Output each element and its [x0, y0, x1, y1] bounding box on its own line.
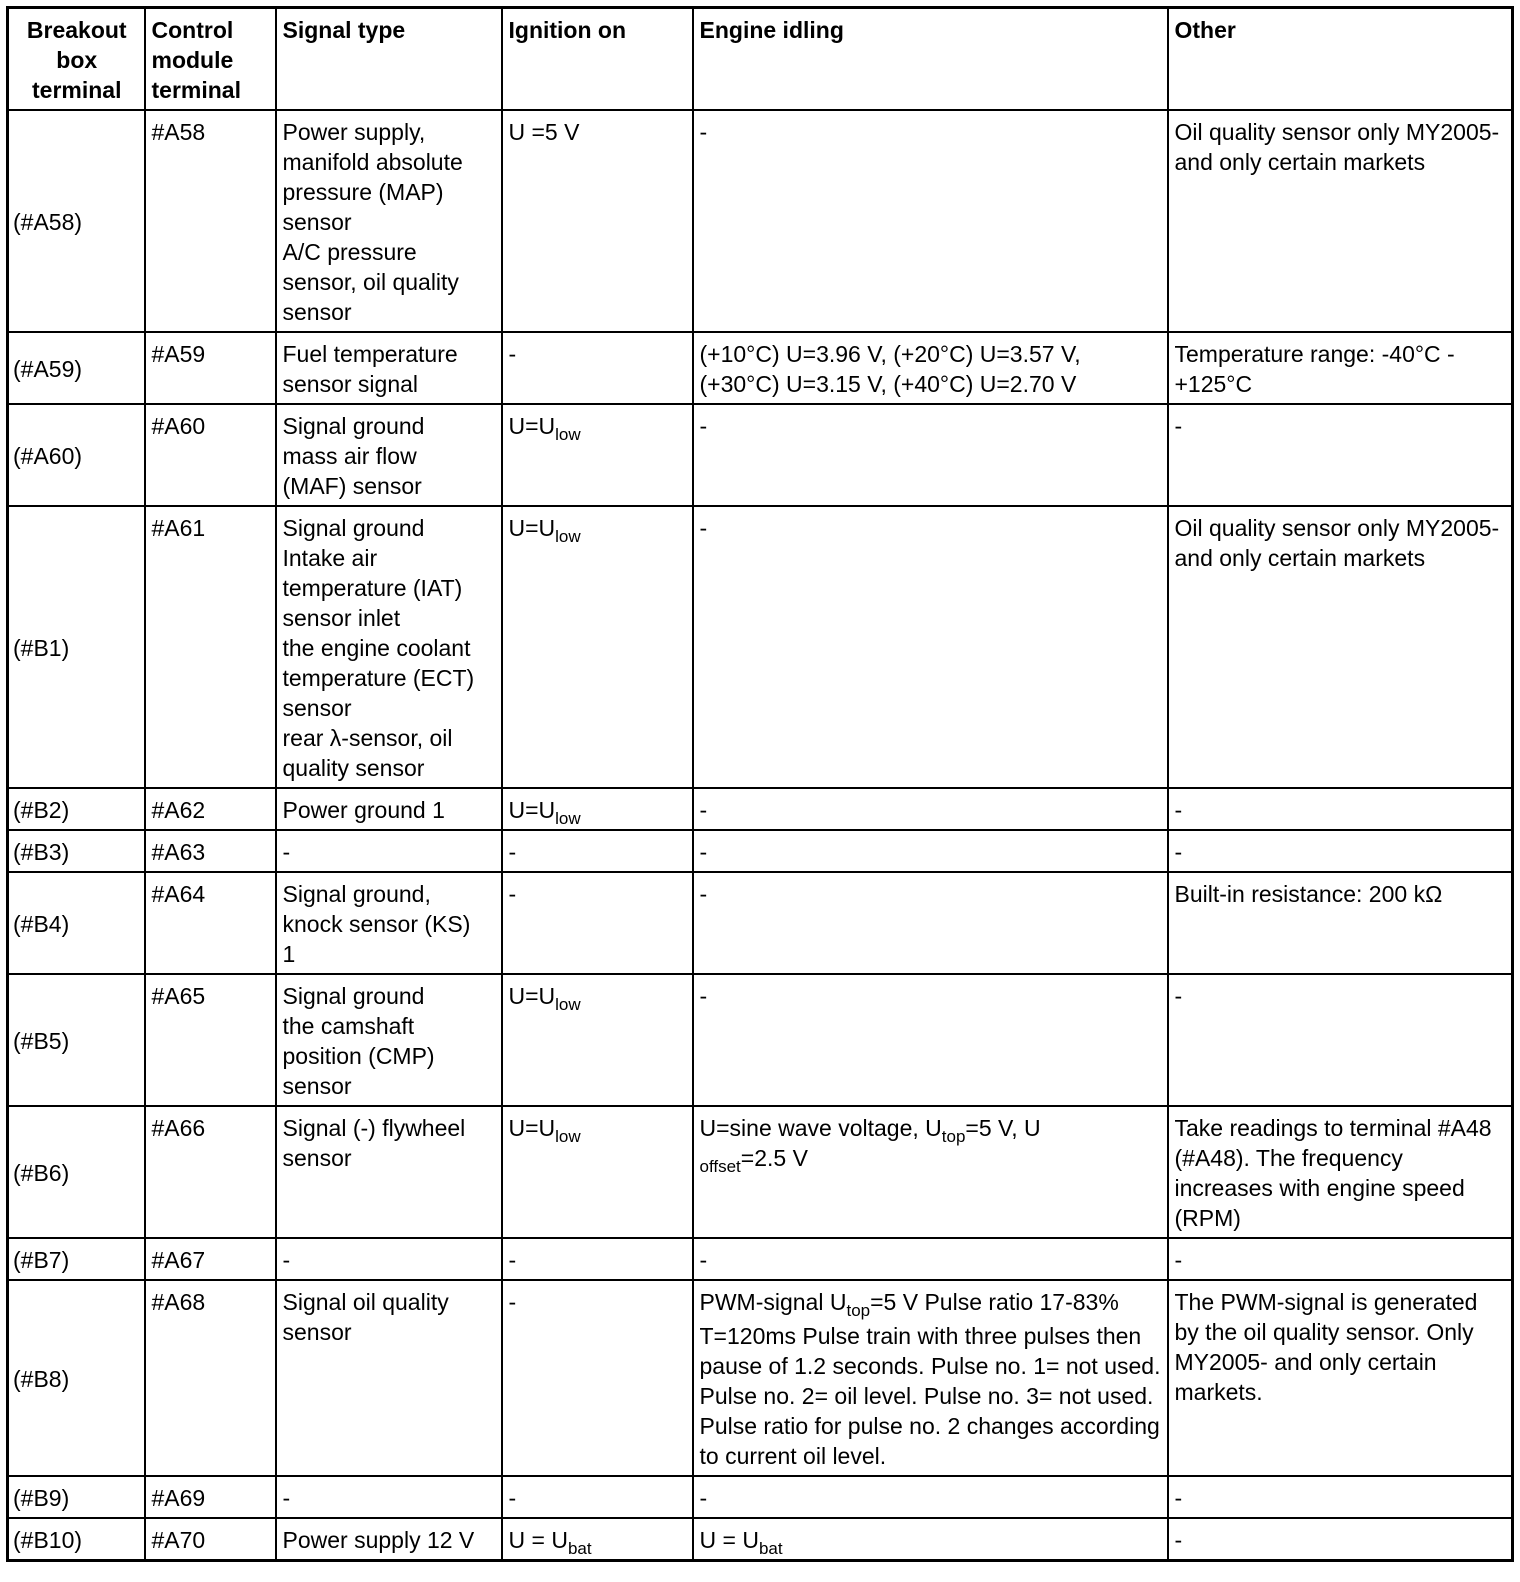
breakout-box-terminal: (#B7) — [8, 1238, 145, 1280]
engine-idling-subscript: top — [846, 1301, 871, 1320]
table-row — [8, 506, 1513, 788]
other: - — [1168, 788, 1513, 830]
engine-idling-text: =5 V Pulse ratio 17-83% — [870, 1289, 1119, 1315]
signal-type-line: Fuel temperature — [282, 341, 458, 367]
breakout-box-terminal: (#B8) — [8, 1280, 145, 1476]
breakout-box-terminal: (#A58) — [8, 110, 145, 332]
header-other: Other — [1168, 8, 1513, 111]
signal-type — [276, 830, 502, 872]
engine-idling: - — [693, 830, 1168, 872]
ignition-on-subscript: low — [555, 1127, 581, 1146]
engine-idling: - — [693, 506, 1168, 788]
other: - — [1168, 1238, 1513, 1280]
other: Oil quality sensor only MY2005- and only certain markets — [1168, 506, 1513, 788]
ignition-on-subscript: low — [555, 809, 581, 828]
table-row — [8, 788, 1513, 830]
ignition-on-subscript: low — [555, 995, 581, 1014]
signal-type-line: temperature (ECT) — [282, 665, 475, 691]
ignition-on-text: U=U — [508, 983, 556, 1009]
breakout-box-terminal: (#B9) — [8, 1476, 145, 1518]
control-module-terminal: #A62 — [145, 788, 276, 830]
table-row — [8, 872, 1513, 974]
engine-idling — [693, 1280, 1168, 1476]
signal-type-line: sensor signal — [282, 371, 419, 397]
breakout-box-terminal: (#B10) — [8, 1518, 145, 1561]
control-module-terminal: #A63 — [145, 830, 276, 872]
other: Oil quality sensor only MY2005- and only certain markets — [1168, 110, 1513, 332]
ignition-on — [502, 404, 693, 506]
ignition-on: U =5 V — [502, 110, 693, 332]
signal-type-line: temperature (IAT) — [282, 575, 463, 601]
signal-type-line: - — [282, 839, 291, 865]
engine-idling: - — [693, 788, 1168, 830]
signal-type-line: (MAF) sensor — [282, 473, 422, 499]
breakout-box-terminal: (#A60) — [8, 404, 145, 506]
control-module-terminal: #A61 — [145, 506, 276, 788]
signal-type-line: sensor inlet — [282, 605, 401, 631]
table-row — [8, 110, 1513, 332]
signal-type-line: sensor, oil quality — [282, 269, 459, 295]
table-row — [8, 1280, 1513, 1476]
other: - — [1168, 1476, 1513, 1518]
signal-type-line: Signal ground — [282, 413, 425, 439]
other: - — [1168, 404, 1513, 506]
ignition-on-subscript: low — [555, 425, 581, 444]
ignition-on — [502, 788, 693, 830]
engine-idling — [693, 332, 1168, 404]
control-module-terminal: #A60 — [145, 404, 276, 506]
ignition-on: - — [502, 332, 693, 404]
ignition-on-text: U=U — [508, 413, 556, 439]
signal-type-line: the engine coolant — [282, 635, 471, 661]
signal-type — [276, 974, 502, 1106]
breakout-box-terminal: (#B2) — [8, 788, 145, 830]
signal-type — [276, 1518, 502, 1561]
table-row — [8, 1518, 1513, 1561]
engine-idling-text: =5 V, U — [965, 1115, 1041, 1141]
signal-type — [276, 788, 502, 830]
control-module-terminal: #A59 — [145, 332, 276, 404]
signal-type — [276, 872, 502, 974]
other: Temperature range: -40°C - +125°C — [1168, 332, 1513, 404]
engine-idling — [693, 1518, 1168, 1561]
engine-idling-subscript: offset — [699, 1157, 741, 1176]
signal-type-line: A/C pressure — [282, 239, 417, 265]
ignition-on-text: U=U — [508, 1115, 556, 1141]
header-ignition-on: Ignition on — [502, 8, 693, 111]
control-module-terminal: #A70 — [145, 1518, 276, 1561]
signal-type-line: Signal oil quality — [282, 1289, 449, 1315]
breakout-box-terminal: (#B3) — [8, 830, 145, 872]
header-control-module-terminal: Control module terminal — [145, 8, 276, 111]
ignition-on: - — [502, 1280, 693, 1476]
signal-type — [276, 1106, 502, 1238]
signal-type-line: Power supply 12 V — [282, 1527, 475, 1553]
ignition-on-subscript: bat — [567, 1539, 592, 1558]
signal-type-line: knock sensor (KS) — [282, 911, 471, 937]
control-module-terminal: #A68 — [145, 1280, 276, 1476]
signal-type-line: Signal ground — [282, 983, 425, 1009]
table-row — [8, 974, 1513, 1106]
signal-type-line: sensor — [282, 209, 352, 235]
engine-idling-subscript: top — [941, 1127, 966, 1146]
signal-type-line: Intake air — [282, 545, 378, 571]
header-engine-idling: Engine idling — [693, 8, 1168, 111]
other: The PWM-signal is generated by the oil quality sensor. Only MY2005- and only certain markets. — [1168, 1280, 1513, 1476]
signal-type — [276, 1280, 502, 1476]
control-module-terminal: #A64 — [145, 872, 276, 974]
other: - — [1168, 830, 1513, 872]
signal-type-line: sensor — [282, 1319, 352, 1345]
signal-type-line: manifold absolute — [282, 149, 463, 175]
ignition-on: - — [502, 872, 693, 974]
table-row — [8, 830, 1513, 872]
signal-type-line: - — [282, 1247, 291, 1273]
ignition-on-text: U=U — [508, 515, 556, 541]
signal-type — [276, 1476, 502, 1518]
signal-type-line: sensor — [282, 695, 352, 721]
engine-idling-line: (+30°C) U=3.15 V, (+40°C) U=2.70 V — [699, 371, 1077, 397]
engine-idling: - — [693, 974, 1168, 1106]
breakout-box-terminal: (#B5) — [8, 974, 145, 1106]
signal-type — [276, 332, 502, 404]
ignition-on: - — [502, 830, 693, 872]
engine-idling-line: (+10°C) U=3.96 V, (+20°C) U=3.57 V, — [699, 341, 1081, 367]
signal-type-line: Signal ground — [282, 515, 425, 541]
engine-idling: - — [693, 1476, 1168, 1518]
ignition-on: - — [502, 1238, 693, 1280]
control-module-terminal: #A69 — [145, 1476, 276, 1518]
signal-type-line: 1 — [282, 941, 296, 967]
terminal-spec-table — [6, 6, 1514, 1562]
engine-idling: - — [693, 872, 1168, 974]
ignition-on — [502, 506, 693, 788]
table-row — [8, 404, 1513, 506]
table-row — [8, 332, 1513, 404]
table-row — [8, 1106, 1513, 1238]
signal-type-line: Power supply, — [282, 119, 426, 145]
signal-type-line: pressure (MAP) — [282, 179, 444, 205]
engine-idling-text: U=sine wave voltage, U — [699, 1115, 942, 1141]
signal-type-line: quality sensor — [282, 755, 425, 781]
engine-idling-subscript: bat — [758, 1539, 783, 1558]
engine-idling-text: U = U — [699, 1527, 759, 1553]
breakout-box-terminal: (#B6) — [8, 1106, 145, 1238]
signal-type-line: - — [282, 1485, 291, 1511]
control-module-terminal: #A67 — [145, 1238, 276, 1280]
engine-idling-paragraph: T=120ms Pulse train with three pulses then pause of 1.2 seconds. Pulse no. 1= not used. Pulse no. 2= oil level. Pulse no. 3= not used. Pulse ratio for pulse no. 2 changes according to current oil level. — [699, 1323, 1161, 1469]
signal-type-line: Signal (-) flywheel — [282, 1115, 466, 1141]
breakout-box-terminal: (#A59) — [8, 332, 145, 404]
table-row — [8, 1238, 1513, 1280]
signal-type-line: position (CMP) — [282, 1043, 435, 1069]
other: - — [1168, 1518, 1513, 1561]
engine-idling-text: PWM-signal U — [699, 1289, 847, 1315]
header-row — [8, 8, 1513, 111]
other: - — [1168, 974, 1513, 1106]
signal-type — [276, 506, 502, 788]
other: Built-in resistance: 200 kΩ — [1168, 872, 1513, 974]
ignition-on — [502, 1106, 693, 1238]
ignition-on-text: U = U — [508, 1527, 568, 1553]
signal-type-line: sensor — [282, 299, 352, 325]
engine-idling — [693, 1106, 1168, 1238]
ignition-on — [502, 1518, 693, 1561]
header-signal-type: Signal type — [276, 8, 502, 111]
ignition-on: - — [502, 1476, 693, 1518]
ignition-on-text: U=U — [508, 797, 556, 823]
signal-type-line: Power ground 1 — [282, 797, 445, 823]
other: Take readings to terminal #A48 (#A48). The frequency increases with engine speed (RPM) — [1168, 1106, 1513, 1238]
signal-type — [276, 110, 502, 332]
signal-type-line: sensor — [282, 1145, 352, 1171]
engine-idling: - — [693, 1238, 1168, 1280]
control-module-terminal: #A65 — [145, 974, 276, 1106]
header-breakout-box-terminal: Breakout box terminal — [8, 8, 145, 111]
signal-type — [276, 404, 502, 506]
signal-type — [276, 1238, 502, 1280]
signal-type-line: Signal ground, — [282, 881, 431, 907]
signal-type-line: rear λ-sensor, oil — [282, 725, 453, 751]
control-module-terminal: #A58 — [145, 110, 276, 332]
control-module-terminal: #A66 — [145, 1106, 276, 1238]
table-row — [8, 1476, 1513, 1518]
signal-type-line: the camshaft — [282, 1013, 415, 1039]
breakout-box-terminal: (#B1) — [8, 506, 145, 788]
ignition-on-subscript: low — [555, 527, 581, 546]
breakout-box-terminal: (#B4) — [8, 872, 145, 974]
signal-type-line: mass air flow — [282, 443, 417, 469]
engine-idling: - — [693, 404, 1168, 506]
engine-idling: - — [693, 110, 1168, 332]
engine-idling-text: =2.5 V — [740, 1145, 808, 1171]
ignition-on — [502, 974, 693, 1106]
signal-type-line: sensor — [282, 1073, 352, 1099]
